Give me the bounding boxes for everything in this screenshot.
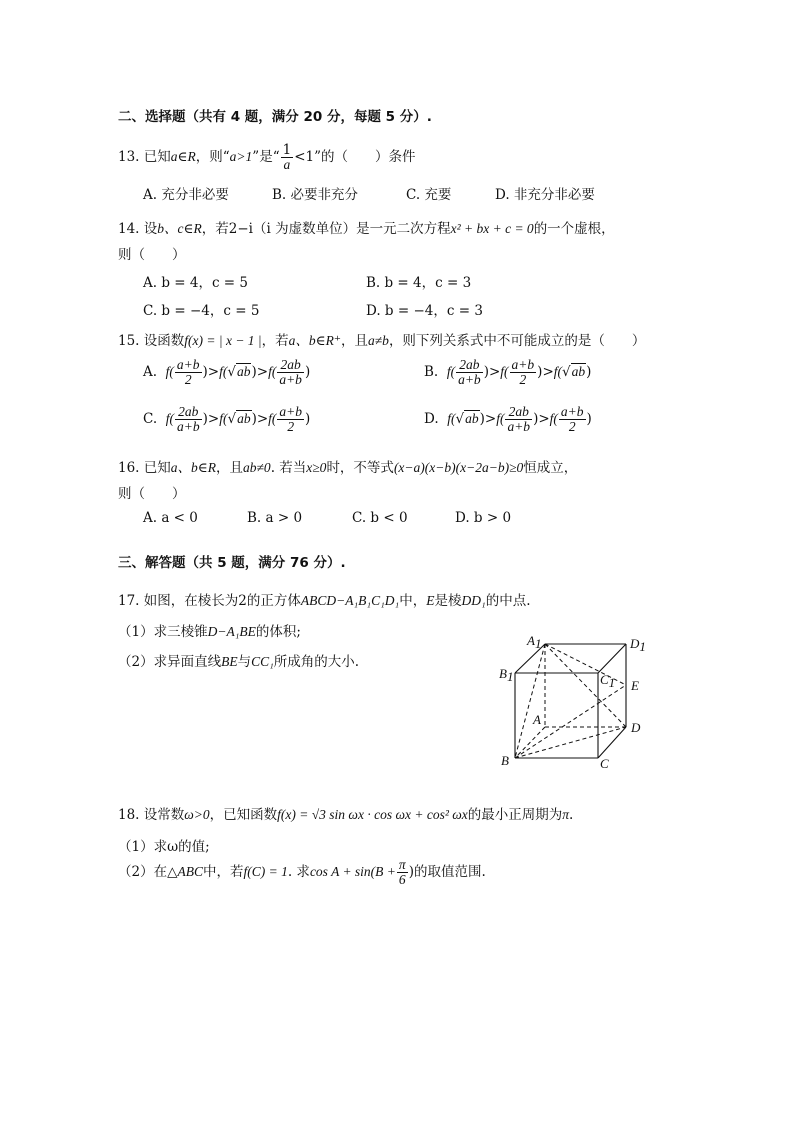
q16-option-d: D. b > 0 xyxy=(455,510,512,526)
q16-mid2: . 若当 xyxy=(270,460,307,476)
fraction xyxy=(175,358,202,387)
q18-text-d: . xyxy=(569,807,574,823)
q17-part2 xyxy=(118,650,359,670)
paren: ) xyxy=(251,364,257,381)
sqrt-arg: ab xyxy=(237,411,251,427)
sqrt-arg: ab xyxy=(571,364,586,380)
q18-pi-den: 6 xyxy=(398,872,406,888)
q15-cond: a、b∈R⁺ xyxy=(288,333,342,348)
frac-num: 2ab xyxy=(505,405,532,420)
section-3-heading: 三、解答题（共 5 题，满分 76 分）. xyxy=(118,555,346,571)
section-2-heading: 二、选择题（共有 4 题，满分 20 分，每题 5 分）. xyxy=(118,109,432,125)
q17-text-b: 的正方体 xyxy=(246,593,301,609)
q16-option-a: A. a < 0 xyxy=(143,510,198,526)
q15-tail: ，则下列关系式中不可能成立的是（ ） xyxy=(388,333,646,349)
q15-option-d: D. f(√ab)>f( $\frac{2ab}{a+b}$ )>f( $\frac{a+b}{2}$ ) xyxy=(424,404,592,435)
label-d1: D1 xyxy=(630,636,646,654)
f-symbol: f( xyxy=(268,364,277,380)
q18-part2 xyxy=(118,858,486,887)
gt: > xyxy=(538,411,550,428)
gt: > xyxy=(256,364,269,381)
sqrt-arg: ab xyxy=(236,364,251,380)
q17-point-e: E xyxy=(426,593,435,608)
q14-root: 2−i xyxy=(228,221,253,237)
label-a1: A1 xyxy=(527,633,542,651)
q17-text-e: 的中点. xyxy=(485,593,531,609)
q17-edge: 2 xyxy=(238,593,247,609)
q15-c-label: C. xyxy=(143,411,158,428)
q16-mid: ，且 xyxy=(216,460,244,476)
q15-option-b: B. f( $\frac{2ab}{a+b}$ )>f( $\frac{a+b}{2}$ )>f(√ab) xyxy=(424,357,592,388)
q15-option-a: A. f( $\frac{a+b}{2}$ )>f(√ab)>f( $\frac{2ab}{a+b}$ ) xyxy=(143,357,311,388)
q17-part1-math: D−A₁BE xyxy=(207,624,256,639)
q18-omega-cond: ω>0 xyxy=(184,807,210,822)
q18-text-a: 18. 设常数 xyxy=(118,807,185,823)
paren: ) xyxy=(251,411,257,428)
q18-pi-fraction xyxy=(397,858,408,887)
q14-mid: ，若 xyxy=(201,221,229,237)
label-d: D xyxy=(631,720,641,735)
q18-text-c: 的最小正周期为 xyxy=(467,807,563,823)
frac-den: 2 xyxy=(287,419,295,435)
fraction xyxy=(505,405,532,434)
f-symbol: f( xyxy=(219,411,228,427)
q16-ineq: (x−a)(x−b)(x−2a−b)≥0 xyxy=(393,460,524,475)
edge-c1d1 xyxy=(598,644,626,673)
q13-cond: a∈R xyxy=(170,149,196,165)
q15-neq: a≠b xyxy=(368,333,389,348)
f-symbol: f( xyxy=(268,411,277,427)
q13-frac-num: 1 xyxy=(282,142,292,158)
gt: > xyxy=(207,364,220,381)
frac-num: 2ab xyxy=(456,358,483,373)
edge-cd xyxy=(598,727,626,758)
q17-edge-dd1: DD₁ xyxy=(461,593,486,608)
q14-option-a: A. b = 4，c = 5 xyxy=(143,275,249,291)
q16-xcond: x≥0 xyxy=(306,460,327,475)
q14-vars: b、c∈R xyxy=(157,221,202,236)
cube-figure xyxy=(490,628,660,773)
f-symbol: f( xyxy=(446,364,456,380)
label-c: C xyxy=(600,756,609,771)
q14-equation: x² + bx + c = 0 xyxy=(450,221,534,236)
question-16 xyxy=(118,456,577,476)
q18-pi-num: π xyxy=(398,857,406,872)
label-b1: B1 xyxy=(499,666,514,684)
q18-part2-c: . 求 xyxy=(287,864,310,881)
frac-den: a+b xyxy=(507,419,531,435)
q16-mid3: 时，不等式 xyxy=(326,460,394,476)
frac-den: 2 xyxy=(568,419,576,435)
paren: ) xyxy=(304,364,311,381)
label-c1: C1 xyxy=(600,672,616,690)
question-13 xyxy=(118,143,416,172)
q13-option-b: B. 必要非充分 xyxy=(272,187,359,203)
q17-part1-b: 的体积; xyxy=(255,624,301,640)
line-bd xyxy=(515,727,626,758)
frac-num: a+b xyxy=(279,404,303,419)
question-14 xyxy=(118,217,615,237)
q18-expr-a: cos A + sin(B + xyxy=(309,864,396,880)
q13-option-a: A. 充分非必要 xyxy=(143,187,229,203)
paren: ) xyxy=(586,364,592,381)
fraction xyxy=(277,405,304,434)
f-symbol: f( xyxy=(219,364,228,380)
q14-tail: 的一个虚根， xyxy=(533,221,615,237)
frac-num: a+b xyxy=(176,357,200,372)
q13-option-d: D. 非充分非必要 xyxy=(495,187,595,203)
f-symbol: f( xyxy=(553,364,562,380)
q14-option-d: D. b = −4，c = 3 xyxy=(366,303,483,319)
label-b: B xyxy=(501,753,509,768)
fraction xyxy=(559,405,586,434)
q16-option-c: C. b < 0 xyxy=(352,510,408,526)
q14-prefix: 14. 设 xyxy=(118,221,158,237)
question-17 xyxy=(118,589,531,609)
q18-pi: π xyxy=(562,807,570,822)
gt: > xyxy=(542,364,554,381)
q13-stmt2: <1 xyxy=(294,149,315,166)
q14-paren: （i 为虚数单位）是一元二次方程 xyxy=(252,221,451,237)
sqrt-arg: ab xyxy=(465,411,479,427)
q17-part2-b: 与 xyxy=(237,654,252,670)
frac-num: 2ab xyxy=(277,358,304,373)
gt: > xyxy=(488,364,501,381)
f-symbol: f( xyxy=(496,411,505,427)
frac-den: 2 xyxy=(184,372,192,388)
fraction xyxy=(456,358,483,387)
q17-part1 xyxy=(118,620,301,640)
q17-cube: ABCD−A₁B₁C₁D₁ xyxy=(300,593,400,608)
q18-part2-d: 的取值范围. xyxy=(413,864,486,881)
q14-line2: 则（ ） xyxy=(118,247,186,263)
frac-num: 2ab xyxy=(175,405,202,420)
q18-function: f(x) = √3 sin ωx · cos ωx + cos² ωx xyxy=(277,807,468,822)
q17-text-d: 是棱 xyxy=(434,593,462,609)
f-symbol: f( xyxy=(500,364,509,380)
q15-mid2: ，且 xyxy=(341,333,369,349)
q18-text-b: ，已知函数 xyxy=(209,807,278,823)
line-be xyxy=(515,685,626,758)
paren: ) xyxy=(202,411,208,428)
q13-prefix: 13. 已知 xyxy=(118,149,171,166)
q17-part2-cc1: CC₁ xyxy=(251,654,274,669)
paren: ) xyxy=(586,411,592,428)
q15-func: f(x) = | x − 1 | xyxy=(184,333,262,348)
paren: ) xyxy=(537,364,543,381)
q18-part1: （1）求ω的值; xyxy=(118,839,210,855)
fraction xyxy=(175,405,202,434)
q18-part2-b: 中，若 xyxy=(202,864,244,881)
q16-tail: 恒成立， xyxy=(523,460,578,476)
q17-text-c: 中， xyxy=(399,593,427,609)
q18-triangle: ABC xyxy=(177,864,203,880)
q18-expr-b: ) xyxy=(408,864,414,881)
paren: ) xyxy=(202,364,208,381)
q17-part2-c: 所成角的大小. xyxy=(273,654,360,670)
q13-frac-den: a xyxy=(283,157,291,173)
question-18 xyxy=(118,803,573,823)
q16-prefix: 16. 已知 xyxy=(118,460,171,476)
q18-part2-a: （2）在△ xyxy=(118,864,178,881)
q16-cond: a、b∈R xyxy=(170,460,217,475)
q13-mid1: ，则“ xyxy=(195,149,230,166)
q14-option-c: C. b = −4，c = 5 xyxy=(143,303,260,319)
gt: > xyxy=(256,411,269,428)
f-symbol: f( xyxy=(165,364,174,380)
frac-num: a+b xyxy=(560,404,584,419)
gt: > xyxy=(207,411,220,428)
q16-option-b: B. a > 0 xyxy=(247,510,303,526)
label-a: A xyxy=(533,712,541,727)
f-symbol: f( xyxy=(447,411,456,427)
label-e: E xyxy=(631,678,639,693)
q15-option-c: C. f( $\frac{2ab}{a+b}$ )>f(√ab)>f( $\frac{a+b}{2}$ ) xyxy=(143,404,311,435)
q17-part1-a: （1）求三棱锥 xyxy=(118,624,208,640)
q17-part2-be: BE xyxy=(221,654,238,669)
paren: ) xyxy=(483,364,489,381)
frac-den: 2 xyxy=(519,372,527,388)
frac-den: a+b xyxy=(458,372,481,388)
q16-nz: ab≠0 xyxy=(243,460,271,475)
fraction xyxy=(277,358,304,387)
q13-option-c: C. 充要 xyxy=(406,187,452,203)
q16-line2: 则（ ） xyxy=(118,486,186,502)
paren: ) xyxy=(305,411,311,428)
fraction xyxy=(510,358,537,387)
f-symbol: f( xyxy=(165,411,174,427)
q15-prefix: 15. 设函数 xyxy=(118,333,185,349)
q15-b-label: B. xyxy=(424,364,439,381)
q15-mid: ，若 xyxy=(261,333,289,349)
q17-text-a: 17. 如图，在棱长为 xyxy=(118,593,239,609)
frac-den: a+b xyxy=(176,419,200,435)
frac-den: a+b xyxy=(279,372,302,388)
q15-a-label: A. xyxy=(143,364,158,381)
paren: ) xyxy=(533,411,539,428)
q17-part2-a: （2）求异面直线 xyxy=(118,654,222,670)
gt: > xyxy=(484,411,497,428)
q18-fc: f(C) = 1 xyxy=(243,864,288,880)
q13-tail: ”的（ ）条件 xyxy=(314,149,416,166)
q13-fraction xyxy=(281,143,294,172)
paren: ) xyxy=(479,411,485,428)
frac-num: a+b xyxy=(511,357,535,372)
q15-d-label: D. xyxy=(424,411,439,428)
q13-mid2: ”是“ xyxy=(252,149,280,166)
q13-stmt1: a>1 xyxy=(229,149,253,165)
q14-option-b: B. b = 4，c = 3 xyxy=(366,275,472,291)
question-15 xyxy=(118,329,645,349)
f-symbol: f( xyxy=(549,411,558,427)
